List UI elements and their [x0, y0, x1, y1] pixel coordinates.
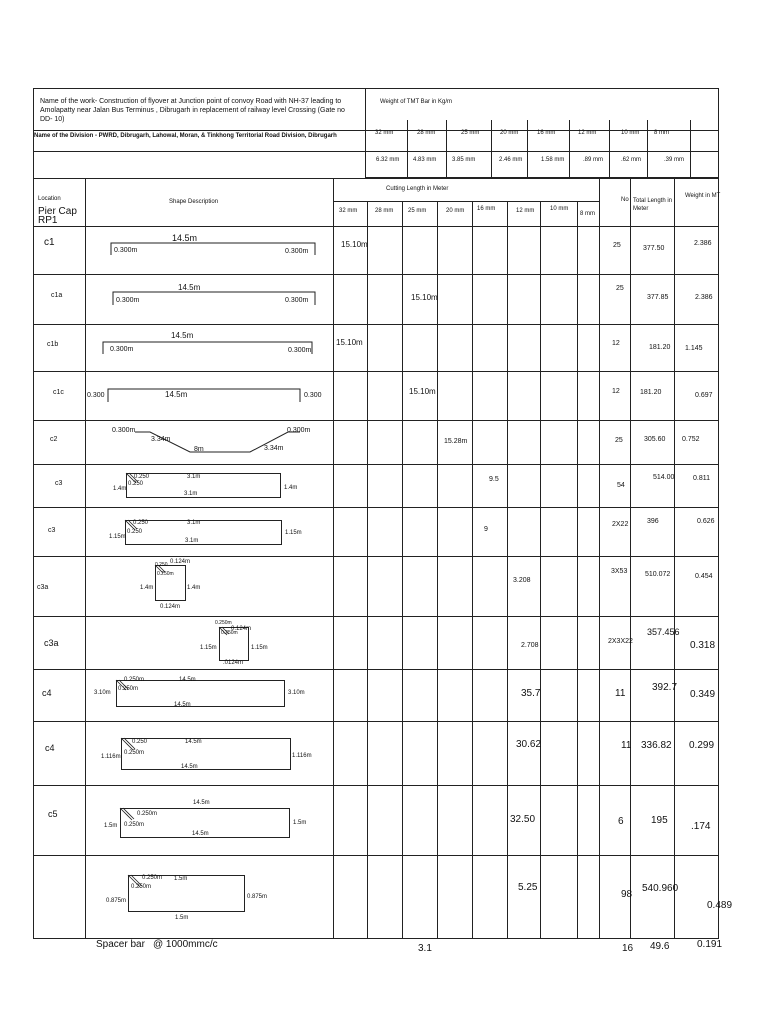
bar-count: 12	[612, 388, 620, 395]
shape-top-dim: 14.5m	[193, 800, 210, 806]
col-28: 28 mm	[375, 208, 394, 214]
shape-top-dim: 14.5m	[179, 677, 196, 683]
col-25: 25 mm	[408, 208, 427, 214]
size-25: 25 mm	[461, 130, 480, 136]
shape-bottom-dim: 1.5m	[175, 915, 189, 921]
shape-top-dim: 14.5m	[165, 390, 188, 399]
bar-count: 25	[613, 242, 621, 249]
shape-right-dim: 0.300m	[288, 347, 312, 354]
cutting-length: 9	[484, 526, 488, 533]
work-title: Name of the work- Construction of flyover at Junction point of convoy Road with NH-37 leading to Amolapatty near Jalan Bus Terminus , Dibrugarh in replacement of railway level Crossing (Gate no DD- 10)	[40, 98, 345, 123]
cutting-header: Cutting Length in Meter	[386, 186, 449, 192]
shape-left-dim: 1.4m	[140, 585, 154, 591]
cutting-length: 15.28m	[444, 438, 468, 445]
shape-hook-dim: 0.250m	[118, 686, 139, 692]
pier-cap-label: Pier Cap RP1	[38, 206, 77, 226]
col-32: 32 mm	[339, 208, 358, 214]
shape-top-dim: 0.124m	[170, 559, 191, 565]
hook-sketch	[120, 808, 134, 822]
shape-hook-dim: 0.250	[133, 520, 149, 526]
spacer-spacing: @ 1000mmc/c	[153, 939, 218, 950]
shape-left-dim: 0.300m	[112, 427, 136, 434]
shape-hook-dim: 0.250	[127, 529, 143, 535]
weight-12: .89 mm	[583, 157, 604, 163]
cutting-length: 30.62	[516, 739, 542, 750]
weight-mt: 0.489	[707, 900, 733, 911]
shape-bottom-dim: 14.5m	[174, 702, 191, 708]
bar-count: 11	[621, 740, 632, 751]
shape-bottom-dim: 0.124m	[160, 604, 181, 610]
shape-hook-dim: 0.250m	[124, 677, 145, 683]
spacer-count: 16	[622, 943, 634, 954]
shape-left-dim: 1.15m	[200, 645, 217, 651]
shape-hook-dim: 0.250m	[157, 571, 174, 577]
size-8: 8 mm	[654, 130, 669, 136]
row-location: c4	[45, 743, 55, 753]
shape-slope-left-dim: 3.34m	[151, 436, 171, 443]
weight-mt: 0.811	[693, 475, 710, 482]
shape-hook-dim: 0.250	[128, 481, 144, 487]
division-name: Name of the Division - PWRD, Dibrugarh, Lahowal, Moran, & Tinkhong Territorial Road Division, Dibrugarh	[34, 133, 337, 139]
bar-count: 6	[618, 816, 624, 827]
bar-count: 25	[616, 285, 624, 292]
spacer-weight: 0.191	[697, 939, 723, 950]
shape-left-dim: 1.15m	[109, 534, 126, 540]
spacer-label: Spacer bar	[96, 939, 145, 950]
weight-8: .39 mm	[664, 157, 685, 163]
shape-top-dim: 3.1m	[187, 520, 201, 526]
total-length: 195	[651, 815, 668, 826]
col-16: 16 mm	[477, 206, 496, 212]
row-location: c1b	[47, 341, 59, 348]
bar-count: 98	[621, 889, 633, 900]
size-10: 10 mm	[621, 130, 640, 136]
shape-right-dim: 0.300m	[285, 248, 309, 255]
shape-hook-dim: 0.250m	[124, 822, 145, 828]
size-32: 32 mm	[375, 130, 394, 136]
weight-mt: 1.145	[685, 345, 703, 352]
shape-slope-right-dim: 3.34m	[264, 445, 284, 452]
total-length: 510.072	[645, 571, 671, 578]
shape-right-dim: 1.116m	[292, 753, 312, 759]
shape-left-dim: 0.875m	[106, 898, 127, 904]
weight-mt: 2.386	[694, 240, 712, 247]
shape-hook-dim: 0.250	[155, 562, 168, 568]
shape-left-dim: 1.5m	[104, 823, 118, 829]
shape-right-dim: 1.4m	[284, 485, 298, 491]
cutting-length: 9.5	[489, 476, 499, 483]
weight-mt: 0.454	[695, 573, 713, 580]
size-16: 16 mm	[537, 130, 556, 136]
bar-count: 54	[617, 482, 625, 489]
size-12: 12 mm	[578, 130, 597, 136]
total-length: 181.20	[649, 344, 671, 351]
weight-25: 3.85 mm	[452, 157, 476, 163]
shape-left-dim: 1.4m	[113, 486, 127, 492]
weight-mt: 2.386	[695, 294, 713, 301]
bar-count: 2X3X22	[608, 638, 633, 645]
cutting-length: 3.208	[513, 577, 531, 584]
shape-hook-dim: 0.250m	[131, 884, 152, 890]
bar-count: 25	[615, 437, 623, 444]
weight-header: Weight in MT	[685, 193, 721, 199]
shape-left-dim: 0.300	[87, 392, 105, 399]
shape-left-dim: 1.116m	[101, 754, 121, 760]
total-header: Total Length in Meter	[633, 198, 673, 212]
shape-left-dim: 0.300m	[114, 247, 138, 254]
shape-bottom-dim: 3.1m	[185, 538, 199, 544]
bar-count: 2X22	[612, 521, 629, 528]
shape-right-dim: 0.300m	[285, 297, 309, 304]
shape-top-dim: 14.5m	[172, 233, 198, 243]
bar-shape-sketch	[102, 337, 317, 357]
total-length: 396	[647, 518, 659, 525]
total-length: 377.85	[647, 294, 669, 301]
col-8: 8 mm	[580, 211, 595, 217]
cutting-length: 32.50	[510, 814, 536, 825]
shape-bottom-dim: 3.1m	[184, 491, 198, 497]
weight-mt: 0.697	[695, 392, 713, 399]
shape-hook-dim: 0.250	[132, 739, 148, 745]
bar-shape-sketch	[125, 520, 282, 545]
shape-hook-dim: 0.250m	[215, 620, 232, 626]
total-length: 392.7	[652, 682, 678, 693]
weight-mt: 0.626	[697, 518, 715, 525]
shape-top-dim: 3.1m	[187, 474, 201, 480]
bar-shape-sketch	[116, 680, 285, 707]
cutting-length: 15.10m	[409, 387, 436, 396]
row-location: c3a	[37, 584, 49, 591]
row-location: c3a	[44, 638, 59, 648]
bar-count: 12	[612, 340, 620, 347]
total-length: 514.00	[653, 474, 675, 481]
cutting-length: 5.25	[518, 882, 538, 893]
shape-bottom-dim: 14.5m	[181, 764, 198, 770]
cutting-length: 2.708	[521, 642, 539, 649]
row-location: c3	[55, 480, 63, 487]
total-length: 540.960	[642, 883, 679, 894]
shape-right-dim: 1.4m	[187, 585, 201, 591]
shape-bottom-dim: .0124m	[223, 660, 244, 666]
bar-count: 11	[615, 688, 626, 699]
shape-hook-dim: 0.250m	[142, 875, 163, 881]
weight-28: 4.83 mm	[413, 157, 437, 163]
location-header: Location	[38, 196, 61, 202]
col-12: 12 mm	[516, 208, 535, 214]
shape-right-dim: 1.15m	[251, 645, 268, 651]
shape-right-dim: 3.10m	[288, 690, 305, 696]
cutting-length: 35.7	[521, 688, 541, 699]
bar-count: 3X53	[611, 568, 628, 575]
weight-mt: 0.299	[689, 740, 715, 751]
weight-mt: 0.318	[690, 640, 716, 651]
shape-left-dim: 3.10m	[94, 690, 111, 696]
weight-32: 6.32 mm	[376, 157, 400, 163]
total-length: 336.82	[641, 740, 672, 751]
shape-top-dim: 14.5m	[178, 283, 201, 292]
shape-hook-dim: 0.250m	[137, 811, 158, 817]
size-20: 20 mm	[500, 130, 519, 136]
col-10: 10 mm	[550, 206, 569, 212]
spacer-length: 3.1	[418, 943, 432, 954]
shape-top-dim: 14.5m	[171, 331, 194, 340]
row-location: c1c	[53, 389, 64, 396]
bar-shape-sketch	[126, 473, 281, 498]
shape-right-dim: 0.300	[304, 392, 322, 399]
cutting-length: 15.10m	[411, 293, 438, 302]
shape-top-dim: 0.124m	[231, 626, 252, 632]
weight-20: 2.46 mm	[499, 157, 523, 163]
no-header: No	[621, 197, 629, 203]
size-28: 28 mm	[417, 130, 436, 136]
bar-shape-sketch	[107, 385, 302, 405]
shape-right-dim: 0.875m	[247, 894, 268, 900]
shape-hook-dim: 0.250m	[221, 630, 238, 636]
shape-bottom-dim: 14.5m	[192, 831, 209, 837]
total-length: 305.60	[644, 436, 666, 443]
spacer-total: 49.6	[650, 941, 670, 952]
shape-top-dim: 1.5m	[174, 876, 188, 882]
row-location: c1a	[51, 292, 63, 299]
row-location: c2	[50, 436, 58, 443]
row-location: c3	[48, 527, 56, 534]
weight-mt: .174	[691, 821, 711, 832]
cutting-length: 15.10m	[336, 338, 363, 347]
total-length: 357.456	[647, 627, 680, 637]
shape-right-dim: 1.15m	[285, 530, 302, 536]
weight-10: .62 mm	[621, 157, 642, 163]
shape-right-dim: 0.300m	[287, 427, 311, 434]
total-length: 181.20	[640, 389, 662, 396]
weight-16: 1.58 mm	[541, 157, 565, 163]
shape-top-dim: 14.5m	[185, 739, 202, 745]
shape-bottom-dim: 8m	[194, 446, 204, 453]
col-20: 20 mm	[446, 208, 465, 214]
shape-hook-dim: 0.250m	[124, 750, 145, 756]
shape-left-dim: 0.300m	[116, 297, 140, 304]
weight-title: Weight of TMT Bar in Kg/m	[380, 99, 453, 105]
shape-right-dim: 1.5m	[293, 820, 307, 826]
shape-left-dim: 0.300m	[110, 346, 134, 353]
row-location: c1	[44, 237, 55, 248]
weight-mt: 0.752	[682, 436, 700, 443]
total-length: 377.50	[643, 245, 665, 252]
row-location: c5	[48, 809, 58, 819]
row-location: c4	[42, 688, 52, 698]
cutting-length: 15.10m	[341, 240, 368, 249]
shape-header: Shape Description	[169, 199, 219, 205]
weight-mt: 0.349	[690, 689, 716, 700]
shape-hook-dim: 0.250	[134, 474, 150, 480]
